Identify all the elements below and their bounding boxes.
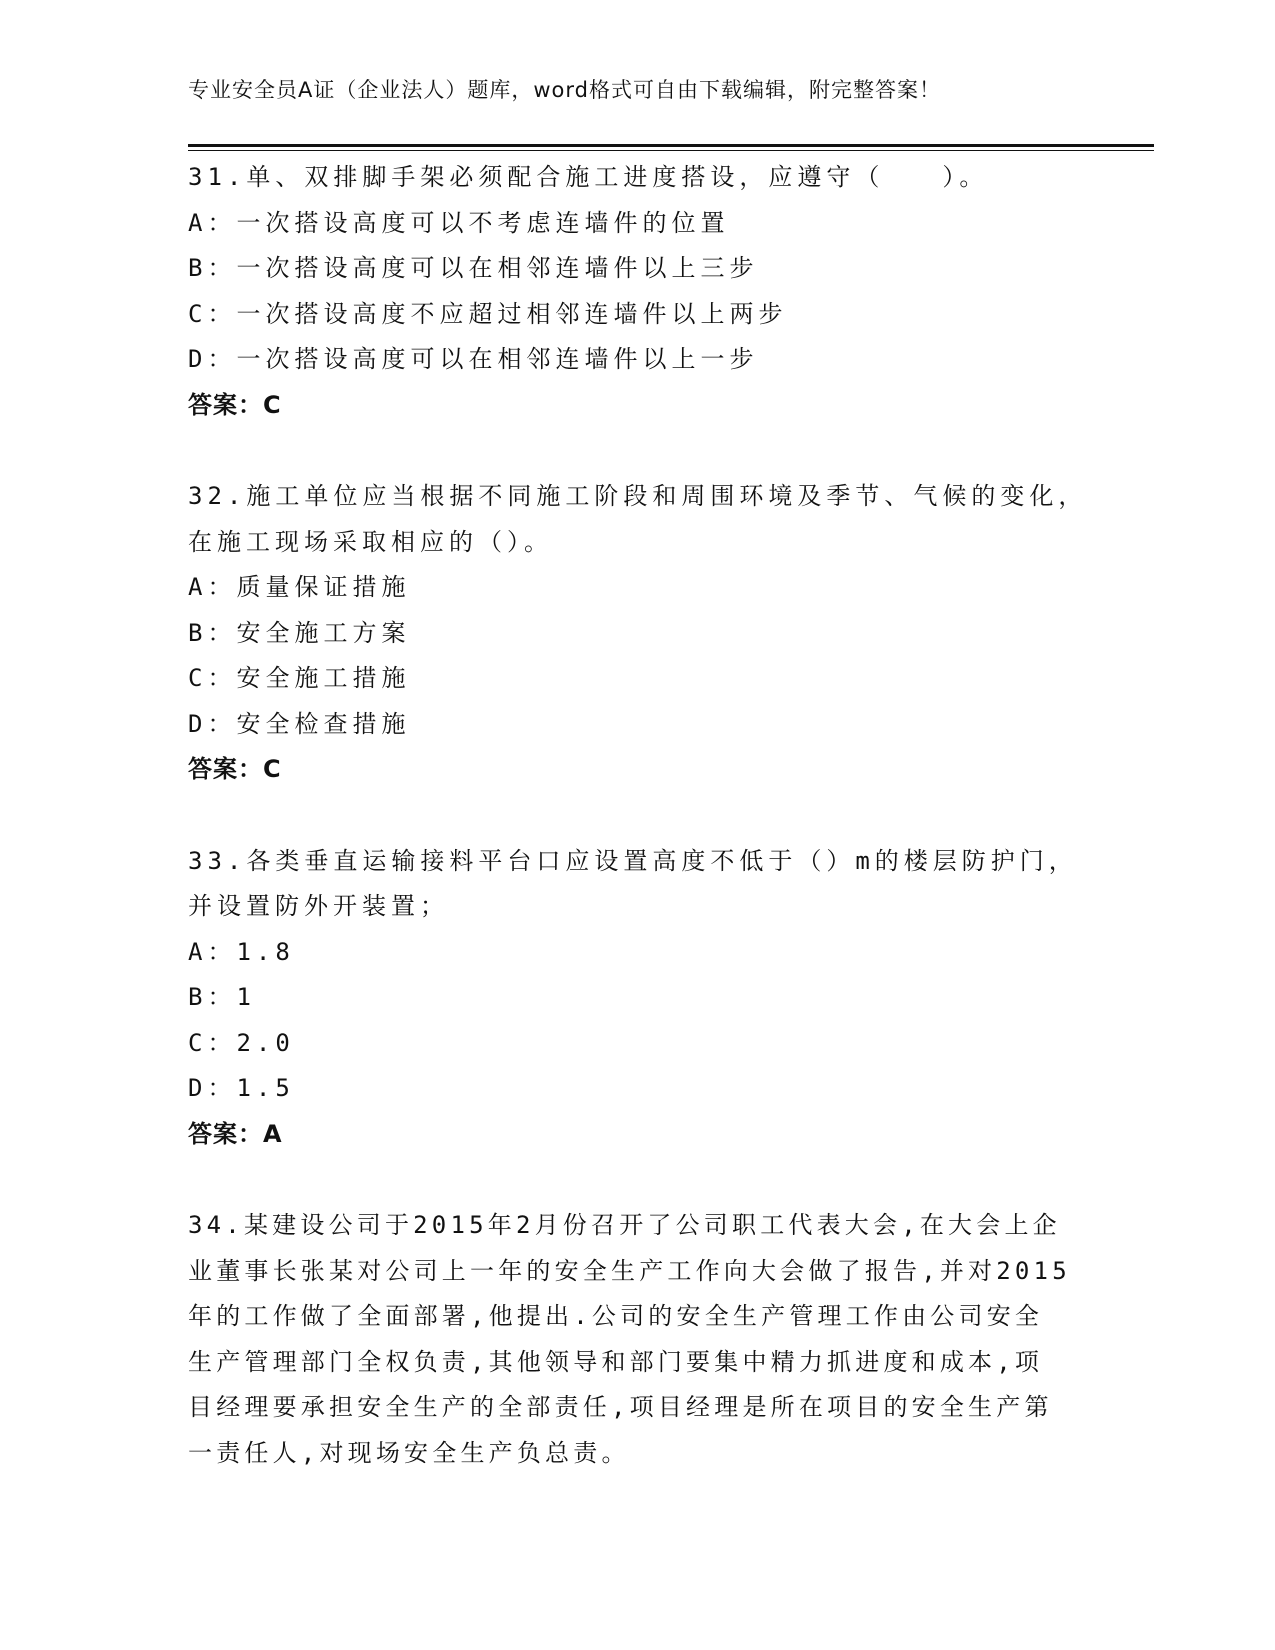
option-a: A：1.8 bbox=[188, 937, 295, 966]
stem-line: 34.某建设公司于2015年2月份召开了公司职工代表大会,在大会上企 bbox=[188, 1211, 1061, 1239]
stem-line: 一责任人,对现场安全生产负总责。 bbox=[188, 1438, 630, 1467]
question-list bbox=[188, 155, 1088, 1522]
stem-line: 32.施工单位应当根据不同施工阶段和周围环境及季节、气候的变化， bbox=[188, 482, 1088, 510]
question-33 bbox=[188, 839, 1088, 1158]
question-stem bbox=[188, 155, 1088, 201]
option-c: C：2.0 bbox=[188, 1028, 295, 1057]
option-a: A：质量保证措施 bbox=[188, 573, 411, 601]
header-rule-thin bbox=[188, 150, 1154, 151]
stem-line: 31.单、双排脚手架必须配合施工进度搭设，应遵守（ ）。 bbox=[188, 163, 989, 191]
stem-line: 在施工现场采取相应的（）。 bbox=[188, 527, 553, 556]
question-stem bbox=[188, 839, 1088, 930]
header-rule-thick bbox=[188, 144, 1154, 147]
option-a: A：一次搭设高度可以不考虑连墙件的位置 bbox=[188, 208, 730, 237]
option-b: B：1 bbox=[188, 983, 256, 1011]
question-34 bbox=[188, 1203, 1088, 1476]
option-c: C：安全施工措施 bbox=[188, 664, 411, 692]
question-stem bbox=[188, 1203, 1088, 1476]
question-stem bbox=[188, 474, 1088, 565]
page-header: 专业安全员A证（企业法人）题库，word格式可自由下载编辑，附完整答案！ bbox=[188, 78, 941, 102]
stem-line: 并设置防外开装置； bbox=[188, 892, 449, 920]
question-32 bbox=[188, 474, 1088, 793]
answer-label: 答案：C bbox=[188, 755, 282, 783]
stem-line: 业董事长张某对公司上一年的安全生产工作向大会做了报告,并对2015 bbox=[188, 1256, 1071, 1285]
option-b: B：一次搭设高度可以在相邻连墙件以上三步 bbox=[188, 254, 759, 282]
answer-label: 答案：A bbox=[188, 1119, 283, 1148]
option-b: B：安全施工方案 bbox=[188, 618, 411, 647]
option-d: D：一次搭设高度可以在相邻连墙件以上一步 bbox=[188, 345, 759, 373]
option-d: D：1.5 bbox=[188, 1074, 295, 1102]
stem-line: 33.各类垂直运输接料平台口应设置高度不低于（）m的楼层防护门， bbox=[188, 846, 1078, 875]
stem-line: 目经理要承担安全生产的全部责任,项目经理是所在项目的安全生产第 bbox=[188, 1393, 1053, 1421]
stem-line: 生产管理部门全权负责,其他领导和部门要集中精力抓进度和成本,项 bbox=[188, 1347, 1044, 1376]
option-c: C：一次搭设高度不应超过相邻连墙件以上两步 bbox=[188, 299, 788, 328]
stem-line: 年的工作做了全面部署,他提出.公司的安全生产管理工作由公司安全 bbox=[188, 1302, 1044, 1330]
option-d: D：安全检查措施 bbox=[188, 709, 411, 738]
question-31 bbox=[188, 155, 1088, 428]
answer-label: 答案：C bbox=[188, 390, 282, 419]
